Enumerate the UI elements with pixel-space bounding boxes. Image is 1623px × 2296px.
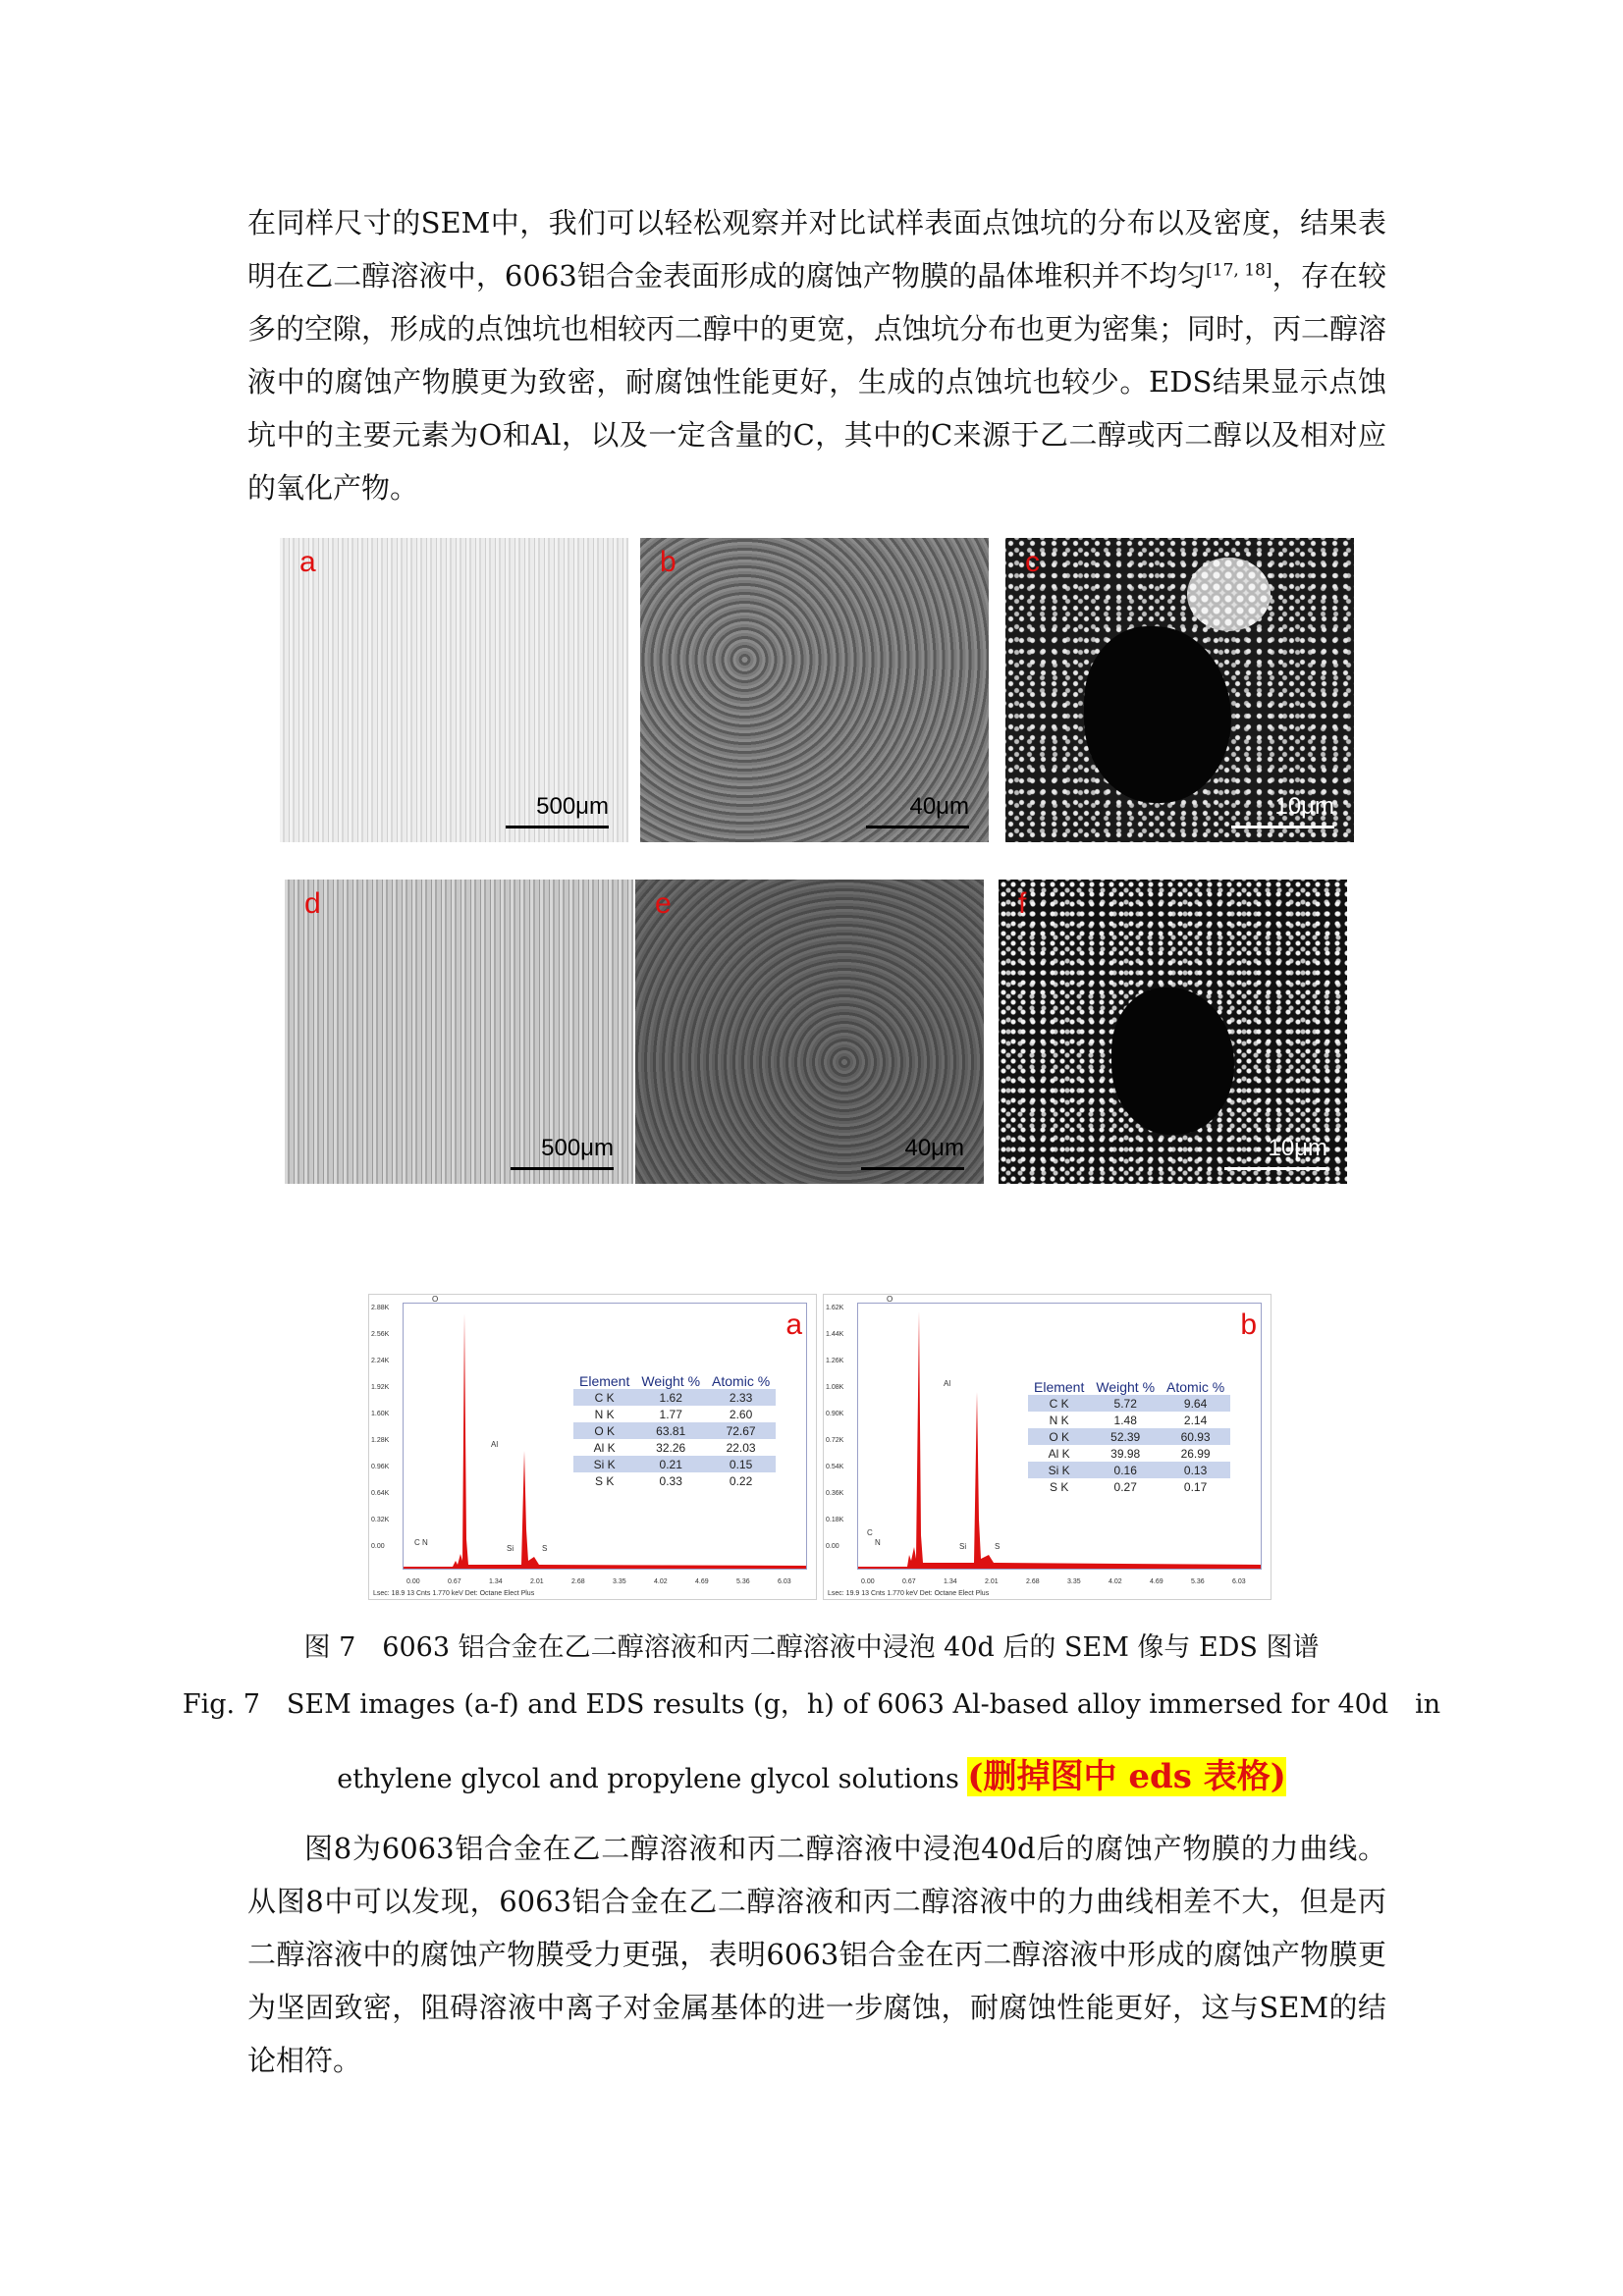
table-row (573, 1472, 776, 1489)
editor-note-highlight: (删掉图中 eds 表格) (967, 1757, 1286, 1796)
y-tick: 1.26K (826, 1358, 844, 1364)
scale-bar-c (1231, 826, 1334, 828)
table-cell: C K (573, 1389, 635, 1406)
table-cell: 2.33 (706, 1389, 776, 1406)
caption-en-text: ethylene glycol and propylene glycol solutions (337, 1764, 968, 1794)
y-tick: 0.32K (371, 1517, 390, 1523)
y-tick: 0.00 (371, 1543, 385, 1550)
table-cell: 26.99 (1180, 1446, 1211, 1461)
table-cell: 0.22 (729, 1473, 753, 1488)
table-cell: Al K (593, 1440, 616, 1455)
table-header: Element (579, 1373, 630, 1389)
table-cell: Si K (1028, 1462, 1090, 1478)
y-tick: 1.60K (371, 1411, 390, 1417)
table-cell: 0.16 (1090, 1462, 1161, 1478)
table-cell: 1.77 (659, 1407, 682, 1421)
x-tick: 3.35 (613, 1578, 626, 1585)
panel-label-a: a (299, 546, 316, 578)
x-tick: 1.34 (944, 1578, 957, 1585)
body-paragraph-2: 图8为6063铝合金在乙二醇溶液和丙二醇溶液中浸泡40d后的腐蚀产物膜的力曲线。从图8中可以发现，6063铝合金在乙二醇溶液和丙二醇溶液中的力曲线相差不大，但是丙二醇溶液中的腐蚀产物膜受力更强，表明6063铝合金在丙二醇溶液中形成的腐蚀产物膜更为坚固致密，阻碍溶液中离子对金属基体的进一步腐蚀，耐腐蚀性能更好，这与SEM的结论相符。 (247, 1832, 1386, 2077)
peak-label-si: Si (507, 1544, 514, 1553)
body-paragraph-1 (247, 196, 1386, 514)
scale-label-c: 10μm (1274, 793, 1334, 820)
peak-label-c: C (414, 1538, 420, 1547)
table-cell: 9.64 (1161, 1395, 1230, 1412)
y-tick: 2.56K (371, 1331, 390, 1338)
peak-label-n: N (422, 1538, 428, 1547)
panel-label-f: f (1018, 887, 1027, 920)
eds-panel-a (368, 1294, 817, 1600)
peak-label-n: N (875, 1538, 881, 1547)
table-cell: O K (573, 1422, 635, 1439)
y-tick: 0.18K (826, 1517, 844, 1523)
table-cell: 0.13 (1161, 1462, 1230, 1478)
peak-label-s: S (995, 1542, 1001, 1551)
table-row (573, 1406, 776, 1422)
x-tick: 0.67 (448, 1578, 461, 1585)
table-header: Weight % (1096, 1379, 1156, 1395)
citation-ref: [17, 18] (1206, 260, 1272, 281)
x-tick: 0.00 (861, 1578, 875, 1585)
x-tick: 4.69 (695, 1578, 709, 1585)
table-row (1028, 1478, 1230, 1495)
sem-image-f (999, 880, 1347, 1184)
sem-image-e (635, 880, 984, 1184)
scale-bar-d (511, 1167, 614, 1170)
table-row (573, 1439, 776, 1456)
scale-label-f: 10μm (1268, 1135, 1327, 1161)
y-tick: 1.44K (826, 1331, 844, 1338)
eds-footer-b: Lsec: 19.9 13 Cnts 1.770 keV Det: Octane Elect Plus (828, 1590, 990, 1597)
table-row (573, 1422, 776, 1439)
eds-panel-b (823, 1294, 1271, 1600)
x-tick: 0.67 (902, 1578, 916, 1585)
particle-cluster-c (1187, 558, 1271, 631)
table-cell: 5.72 (1090, 1395, 1161, 1412)
table-cell: C K (1028, 1395, 1090, 1412)
peak-label-al: Al (944, 1379, 951, 1388)
table-row (1028, 1412, 1230, 1428)
peak-label-s: S (542, 1544, 548, 1553)
eds-label-b: b (1240, 1308, 1257, 1341)
y-tick: 0.96K (371, 1464, 390, 1470)
table-cell: S K (1050, 1479, 1069, 1494)
peak-label-c: C (867, 1528, 873, 1537)
scale-bar-b (866, 826, 969, 828)
sem-image-a (280, 538, 628, 842)
table-cell: S K (595, 1473, 615, 1488)
x-tick: 3.35 (1067, 1578, 1081, 1585)
table-cell: Al K (1048, 1446, 1070, 1461)
table-cell: 63.81 (635, 1422, 706, 1439)
peak-label-al: Al (491, 1440, 499, 1449)
y-tick: 2.24K (371, 1358, 390, 1364)
table-cell: 60.93 (1161, 1428, 1230, 1445)
table-cell: 0.17 (1183, 1479, 1208, 1494)
y-tick: 0.72K (826, 1437, 844, 1444)
y-tick: 0.00 (826, 1543, 839, 1550)
table-row (1028, 1395, 1230, 1412)
table-cell: 2.14 (1183, 1413, 1208, 1427)
table-row (573, 1389, 776, 1406)
table-cell: 0.33 (659, 1473, 682, 1488)
x-tick: 2.68 (1026, 1578, 1040, 1585)
x-tick: 5.36 (1191, 1578, 1205, 1585)
table-row (573, 1456, 776, 1472)
eds-label-a: a (785, 1308, 802, 1341)
table-cell: 52.39 (1090, 1428, 1161, 1445)
table-cell: 0.21 (635, 1456, 706, 1472)
table-row (1028, 1428, 1230, 1445)
table-cell: 32.26 (656, 1440, 686, 1455)
scale-label-a: 500μm (536, 793, 609, 820)
table-cell: 72.67 (706, 1422, 776, 1439)
table-cell: 22.03 (726, 1440, 756, 1455)
table-cell: N K (1049, 1413, 1069, 1427)
y-tick: 1.92K (371, 1384, 390, 1391)
table-row (1028, 1462, 1230, 1478)
scale-label-b: 40μm (909, 793, 969, 820)
sem-image-b (640, 538, 989, 842)
eds-table-b (1028, 1379, 1230, 1495)
table-cell: O K (1028, 1428, 1090, 1445)
x-tick: 1.34 (489, 1578, 503, 1585)
y-tick: 1.62K (826, 1305, 844, 1311)
peak-label-o: O (887, 1295, 893, 1304)
table-cell: 39.98 (1110, 1446, 1141, 1461)
table-header: Atomic % (1166, 1379, 1225, 1395)
x-tick: 4.02 (1109, 1578, 1122, 1585)
sem-image-c (1005, 538, 1354, 842)
table-cell: 1.62 (635, 1389, 706, 1406)
table-cell: N K (594, 1407, 615, 1421)
x-tick: 6.03 (1232, 1578, 1246, 1585)
table-header: Element (1034, 1379, 1085, 1395)
x-tick: 0.00 (406, 1578, 420, 1585)
panel-label-e: e (655, 887, 672, 920)
figure-caption-en-line1: Fig. 7 SEM images (a-f) and EDS results (g，h) of 6063 Al-based alloy immersed for 40d in (182, 1689, 1441, 1720)
table-cell: 0.27 (1113, 1479, 1137, 1494)
peak-label-o: O (432, 1295, 439, 1304)
table-cell: Si K (573, 1456, 635, 1472)
scale-bar-a (506, 826, 609, 828)
y-tick: 2.88K (371, 1305, 390, 1311)
y-tick: 0.64K (371, 1490, 390, 1497)
x-tick: 2.01 (530, 1578, 544, 1585)
table-header: Atomic % (712, 1373, 771, 1389)
eds-footer-a: Lsec: 18.9 13 Cnts 1.770 keV Det: Octane Elect Plus (373, 1590, 535, 1597)
eds-table-a (573, 1373, 776, 1489)
pit-f (1111, 988, 1234, 1135)
table-cell: 2.60 (729, 1407, 753, 1421)
table-header: Weight % (641, 1373, 701, 1389)
scale-bar-e (861, 1167, 964, 1170)
peak-label-si: Si (959, 1542, 967, 1551)
sem-image-d (285, 880, 633, 1184)
panel-label-b: b (660, 546, 676, 578)
x-tick: 6.03 (778, 1578, 791, 1585)
figure-caption-cn: 图 7 6063 铝合金在乙二醇溶液和丙二醇溶液中浸泡 40d 后的 SEM 像与 EDS 图谱 (303, 1632, 1320, 1663)
y-tick: 0.54K (826, 1464, 844, 1470)
x-tick: 4.69 (1150, 1578, 1163, 1585)
y-tick: 1.28K (371, 1437, 390, 1444)
y-tick: 1.08K (826, 1384, 844, 1391)
table-cell: 0.15 (706, 1456, 776, 1472)
x-tick: 2.68 (571, 1578, 585, 1585)
para1-text-rest: ，存在较多的空隙，形成的点蚀坑也相较丙二醇中的更宽，点蚀坑分布也更为密集；同时，丙二醇溶液中的腐蚀产物膜更为致密，耐腐蚀性能更好，生成的点蚀坑也较少。EDS结果显示点蚀坑中的主要元素为O和Al，以及一定含量的C，其中的C来源于乙二醇或丙二醇以及相对应的氧化产物。 (247, 259, 1387, 505)
x-tick: 2.01 (985, 1578, 999, 1585)
figure-caption-en-line2 (0, 1749, 1623, 1797)
table-cell: 1.48 (1113, 1413, 1137, 1427)
scale-label-d: 500μm (541, 1135, 614, 1161)
pit-c (1084, 626, 1231, 803)
x-tick: 5.36 (736, 1578, 750, 1585)
panel-label-d: d (304, 887, 321, 920)
x-tick: 4.02 (654, 1578, 668, 1585)
y-tick: 0.36K (826, 1490, 844, 1497)
panel-label-c: c (1025, 546, 1040, 578)
para1-text: 在同样尺寸的SEM中，我们可以轻松观察并对比试样表面点蚀坑的分布以及密度，结果表明在乙二醇溶液中，6063铝合金表面形成的腐蚀产物膜的晶体堆积并不均匀 (247, 206, 1386, 293)
table-row (1028, 1445, 1230, 1462)
scale-bar-f (1224, 1167, 1327, 1170)
y-tick: 0.90K (826, 1411, 844, 1417)
scale-label-e: 40μm (904, 1135, 964, 1161)
